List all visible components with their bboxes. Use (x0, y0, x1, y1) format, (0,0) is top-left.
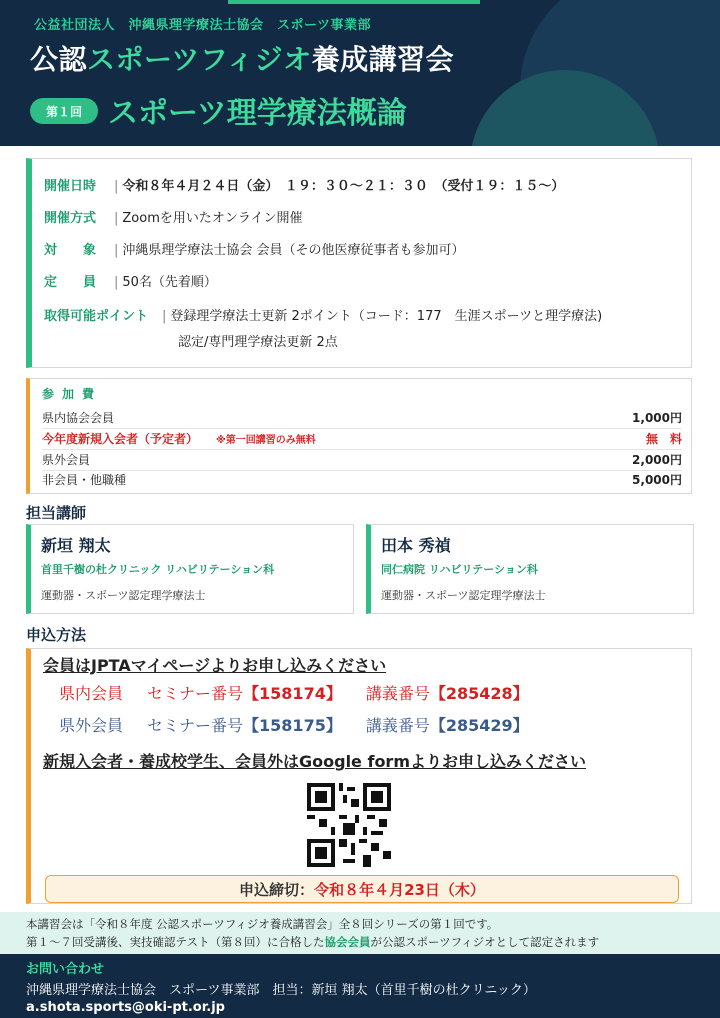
main-title (30, 38, 454, 78)
info-points-2 (178, 331, 338, 350)
apply-who: 県内会員 (59, 684, 124, 703)
member-apply-line: 会員はJPTAマイページよりお申し込みください (43, 656, 387, 675)
lecturer-affiliation: 同仁病院 リハビリテーション科 (381, 563, 538, 576)
lecturer-affiliation: 首里千樹の杜クリニック リハビリテーション科 (41, 563, 275, 576)
seminar-number: 【158174】 (243, 684, 342, 703)
series-note-line-1: 本講習会は「令和８年度 公認スポーツフィジオ養成講習会」全８回シリーズの第１回です。 (26, 917, 499, 931)
header-banner (0, 0, 720, 146)
fee-amount: 1,000円 (632, 411, 682, 425)
contact-line: 沖縄県理学療法士協会 スポーツ事業部 担当：新垣 翔太（首里千樹の杜クリニック） (26, 983, 536, 998)
target-label: 対 象 (44, 243, 97, 258)
lecture-label: 講義番号 (365, 716, 430, 735)
lecturer-card (26, 524, 354, 614)
info-points: 取得可能ポイント | 登録理学療法士更新 2ポイント（コード：177 生涯スポーツと理学療法) (44, 305, 602, 324)
qr-code-icon[interactable] (307, 783, 391, 867)
fee-name: 県内協会会員 (42, 411, 115, 425)
fee-name: 非会員・他職種 (42, 473, 127, 487)
date-label: 開催日時 (44, 179, 97, 194)
contact-email[interactable]: a.shota.sports@oki-pt.or.jp (26, 1000, 225, 1015)
apply-who: 県外会員 (59, 716, 124, 735)
fee-amount: 2,000円 (632, 453, 682, 467)
fee-name: 今年度新規入会者（予定者） (42, 432, 199, 446)
seminar-label: セミナー番号 (147, 716, 244, 735)
deadline-label: 申込締切： (239, 880, 315, 899)
series-note-line-2a: 第１〜７回受講後、実技確認テスト（第８回）に合格した (26, 935, 325, 949)
points-label: 取得可能ポイント (44, 309, 149, 324)
points-value-2: 認定/専門理学療法更新 2点 (178, 335, 338, 350)
series-note-line-2b: が公認スポーツフィジオとして認定されます (370, 935, 600, 949)
info-capacity: 定 員 | 50名（先着順） (44, 271, 217, 290)
non-member-apply-line: 新規入会者・養成校学生、会員外はGoogle formよりお申し込みください (43, 752, 586, 771)
deadline-date: 令和８年４月23日（木） (314, 880, 485, 899)
apply-row-in-prefecture (59, 681, 529, 704)
lecturer-name: 田本 秀禎 (381, 536, 451, 555)
info-date: 開催日時 | 令和８年４月２４日（金） １９：３０〜２１：３０ （受付１９：１５〜） (44, 175, 564, 194)
lecture-number: 【285428】 (429, 684, 529, 703)
session-title: スポーツ理学療法概論 (108, 96, 407, 131)
capacity-label: 定 員 (44, 275, 97, 290)
fee-row (42, 409, 682, 429)
points-value-1: 登録理学療法士更新 2ポイント（コード：177 生涯スポーツと理学療法) (170, 309, 603, 324)
target-value: 沖縄県理学療法士協会 会員（その他医療従事者も参加可） (122, 243, 465, 258)
lecturer-credential: 運動器・スポーツ認定理学療法士 (41, 589, 206, 602)
date-value: 令和８年４月２４日（金） １９：３０〜２１：３０ （受付１９：１５〜） (122, 179, 565, 194)
organization-name: 公益社団法人 沖縄県理学療法士協会 スポーツ事業部 (34, 18, 371, 33)
title-green: スポーツフィジオ (87, 43, 312, 76)
fee-note: ※第一回講習のみ無料 (216, 435, 316, 446)
seminar-label: セミナー番号 (147, 684, 244, 703)
fee-row (42, 471, 682, 490)
series-note (0, 912, 720, 954)
fee-name: 県外会員 (42, 453, 91, 467)
contact-footer (0, 954, 720, 1018)
info-method: 開催方式 | Zoomを用いたオンライン開催 (44, 207, 302, 226)
accent-bar (228, 0, 480, 4)
fee-row (42, 430, 682, 450)
title-suffix: 養成講習会 (311, 43, 455, 76)
fee-title: 参加費 (42, 387, 103, 401)
lecturer-credential: 運動器・スポーツ認定理学療法士 (381, 589, 546, 602)
title-prefix: 公認 (30, 43, 88, 76)
session-badge: 第１回 (30, 98, 98, 124)
seminar-number: 【158175】 (243, 716, 342, 735)
capacity-value: 50名（先着順） (122, 275, 217, 290)
lecturers-heading: 担当講師 (26, 504, 87, 522)
lecture-label: 講義番号 (365, 684, 430, 703)
info-target: 対 象 | 沖縄県理学療法士協会 会員（その他医療従事者も参加可） (44, 239, 465, 258)
fee-box (26, 378, 692, 494)
series-note-highlight: 協会会員 (324, 935, 371, 949)
apply-box (26, 648, 692, 904)
fee-amount: 無 料 (645, 432, 682, 446)
deadline-banner (45, 875, 679, 903)
lecturer-card (366, 524, 694, 614)
apply-row-out-prefecture (59, 713, 529, 736)
contact-heading: お問い合わせ (26, 962, 105, 977)
method-value: Zoomを用いたオンライン開催 (122, 211, 303, 226)
apply-heading: 申込方法 (26, 626, 87, 644)
event-info-card (26, 158, 692, 368)
method-label: 開催方式 (44, 211, 97, 226)
fee-row (42, 451, 682, 471)
lecture-number: 【285429】 (429, 716, 529, 735)
series-note-line-2 (26, 933, 694, 951)
lecturer-name: 新垣 翔太 (41, 536, 111, 555)
fee-amount: 5,000円 (632, 473, 682, 487)
